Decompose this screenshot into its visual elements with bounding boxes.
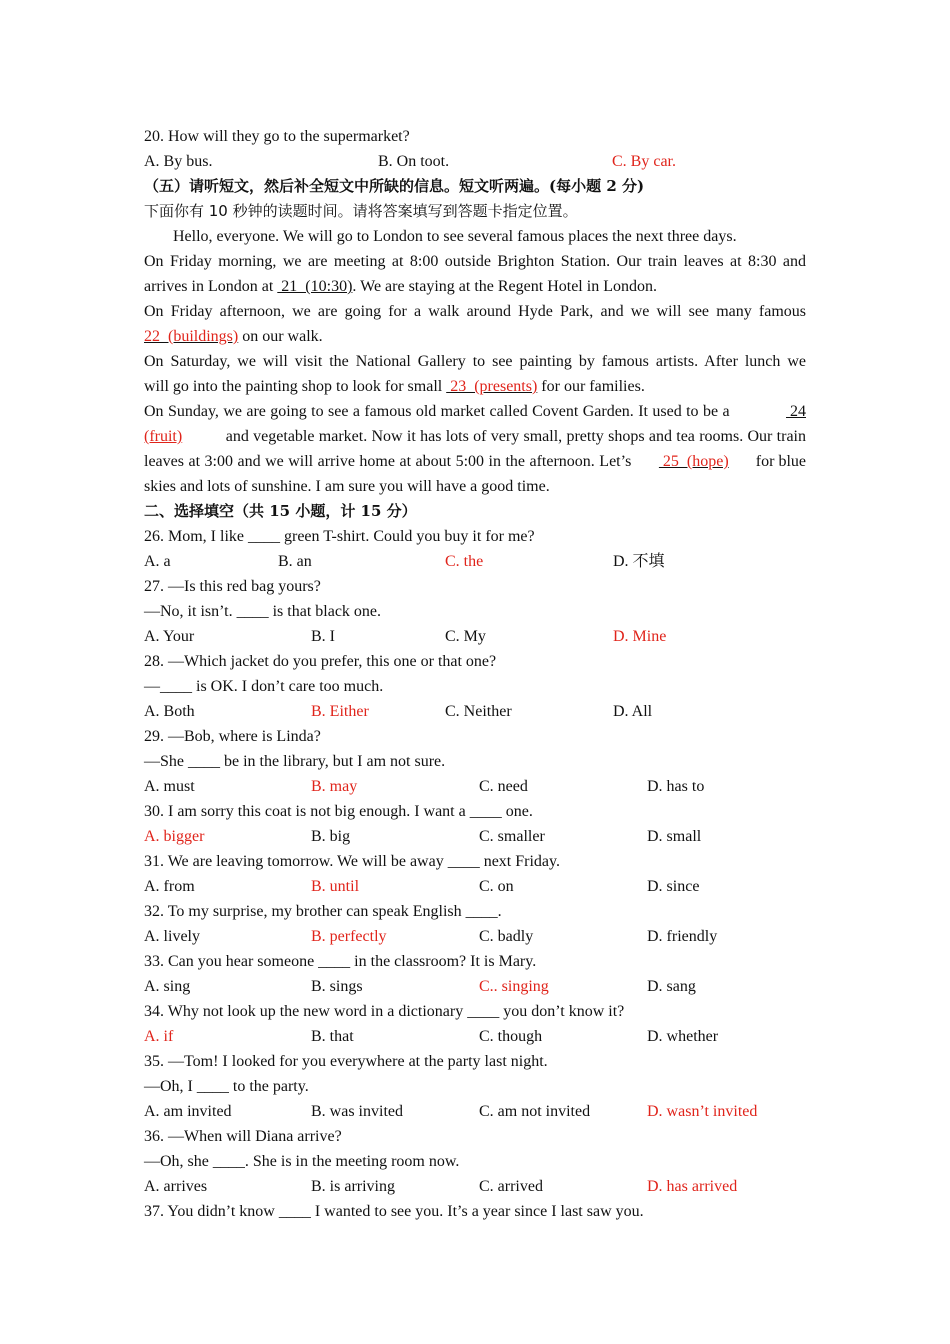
blank-21 — [277, 278, 352, 295]
text: on our walk. — [238, 328, 323, 345]
q29-line2: —She ____ be in the library, but I am not sure. — [144, 753, 446, 770]
section5-heading: （五）请听短文，然后补全短文中所缺的信息。短文听两遍。(每小题 2 分) — [144, 177, 645, 195]
q32-stem: 32. To my surprise, my brother can speak English ____. — [144, 903, 502, 920]
q28-line1: 28. —Which jacket do you prefer, this one or that one? — [144, 653, 497, 670]
text: leaves at 3:00 and we will arrive home at about 5:00 in the afternoon. Let’s — [144, 453, 636, 470]
q36-options — [144, 1174, 806, 1199]
passage-sunday-line1 — [144, 399, 806, 424]
q27-line2: —No, it isn’t. ____ is that black one. — [144, 603, 382, 620]
q30-option-a-answer: A. bigger — [144, 828, 205, 845]
passage-intro: Hello, everyone. We will go to London to see several famous places the next three days. — [173, 228, 737, 245]
q33-option-c-answer: C.. singing — [479, 978, 549, 995]
q36-option-a: A. arrives — [144, 1178, 208, 1195]
q36-option-d-answer: D. has arrived — [647, 1178, 738, 1195]
q36-line2: —Oh, she ____. She is in the meeting room now. — [144, 1153, 460, 1170]
passage-sunday-line4: skies and lots of sunshine. I am sure you will have a good time. — [144, 478, 550, 495]
passage-friday-morning-line2 — [144, 274, 806, 299]
q30-stem: 30. I am sorry this coat is not big enough. I want a ____ one. — [144, 803, 533, 820]
q30-options — [144, 824, 806, 849]
q27-line1: 27. —Is this red bag yours? — [144, 578, 321, 595]
text: will go into the painting shop to look for small — [144, 378, 447, 395]
q29-options — [144, 774, 806, 799]
q26-option-c-answer: C. the — [445, 553, 484, 570]
q33-option-a: A. sing — [144, 978, 191, 995]
q27-options — [144, 624, 806, 649]
q28-option-d: D. All — [613, 703, 653, 720]
text: for blue — [751, 453, 806, 470]
q32-option-b-answer: B. perfectly — [311, 928, 387, 945]
q35-line1: 35. —Tom! I looked for you everywhere at the party last night. — [144, 1053, 548, 1070]
passage-friday-afternoon-line1: On Friday afternoon, we are going for a walk around Hyde Park, and we will see many famous — [144, 303, 806, 320]
q34-option-d: D. whether — [647, 1028, 719, 1045]
q31-option-a: A. from — [144, 878, 195, 895]
q36-option-c: C. arrived — [479, 1178, 543, 1195]
text: arrives in London at — [144, 278, 278, 295]
text: for our families. — [537, 378, 645, 395]
q30-option-b: B. big — [311, 828, 351, 845]
blank-22 — [144, 328, 238, 345]
blank-23-answer: 23 (presents) — [446, 378, 538, 395]
q36-option-b: B. is arriving — [311, 1178, 395, 1195]
q28-option-a: A. Both — [144, 703, 195, 720]
q33-option-b: B. sings — [311, 978, 363, 995]
q26-options — [144, 549, 806, 574]
q33-options — [144, 974, 806, 999]
passage-saturday-line1: On Saturday, we will visit the National Gallery to see painting by famous artists. After lunch we — [144, 353, 806, 370]
q36-line1: 36. —When will Diana arrive? — [144, 1128, 342, 1145]
q20-stem: 20. How will they go to the supermarket? — [144, 128, 410, 145]
passage-saturday-line2 — [144, 374, 806, 399]
q31-stem: 31. We are leaving tomorrow. We will be away ____ next Friday. — [144, 853, 560, 870]
q35-option-b: B. was invited — [311, 1103, 403, 1120]
q31-option-c: C. on — [479, 878, 514, 895]
q32-option-c: C. badly — [479, 928, 534, 945]
q20-option-b: B. On toot. — [378, 153, 450, 170]
section5-instruction: 下面你有 10 秒钟的读题时间。请将答案填写到答题卡指定位置。 — [144, 202, 578, 220]
q27-option-c: C. My — [445, 628, 486, 645]
q34-option-c: C. though — [479, 1028, 543, 1045]
q20-option-c-answer: C. By car. — [612, 153, 676, 170]
q27-option-d-answer: D. Mine — [613, 628, 667, 645]
q35-options — [144, 1099, 806, 1124]
q30-option-c: C. smaller — [479, 828, 545, 845]
q33-stem: 33. Can you hear someone ____ in the classroom? It is Mary. — [144, 953, 537, 970]
q31-option-d: D. since — [647, 878, 700, 895]
q28-option-c: C. Neither — [445, 703, 512, 720]
q32-option-a: A. lively — [144, 928, 200, 945]
q35-option-c: C. am not invited — [479, 1103, 591, 1120]
q32-option-d: D. friendly — [647, 928, 718, 945]
q34-options — [144, 1024, 806, 1049]
q31-option-b-answer: B. until — [311, 878, 360, 895]
q37-stem: 37. You didn’t know ____ I wanted to see you. It’s a year since I last saw you. — [144, 1203, 644, 1220]
blank-25-answer: 25 (hope) — [658, 453, 729, 470]
q27-option-a: A. Your — [144, 628, 195, 645]
part2-heading: 二、选择填空（共 15 小题，计 15 分） — [144, 502, 417, 520]
passage-friday-afternoon-line2 — [144, 324, 806, 349]
blank-24-number: 24 — [786, 403, 806, 420]
q28-option-b-answer: B. Either — [311, 703, 369, 720]
q29-line1: 29. —Bob, where is Linda? — [144, 728, 321, 745]
blank-25 — [659, 449, 729, 474]
q32-options — [144, 924, 806, 949]
q28-options — [144, 699, 806, 724]
q34-option-a-answer: A. if — [144, 1028, 174, 1045]
q34-option-b: B. that — [311, 1028, 354, 1045]
text: . We are staying at the Regent Hotel in London. — [352, 278, 657, 295]
q26-option-d: D. 不填 — [613, 553, 665, 570]
q26-option-b: B. an — [278, 553, 312, 570]
passage-sunday-line3 — [144, 449, 806, 474]
q27-option-b: B. I — [311, 628, 335, 645]
blank-23 — [446, 378, 537, 395]
q28-line2: —____ is OK. I don’t care too much. — [144, 678, 384, 695]
q35-line2: —Oh, I ____ to the party. — [144, 1078, 309, 1095]
q35-option-a: A. am invited — [144, 1103, 232, 1120]
q29-option-d: D. has to — [647, 778, 705, 795]
blank-21-answer: 21 (10:30) — [277, 278, 353, 295]
q26-option-a: A. a — [144, 553, 171, 570]
text: On Sunday, we are going to see a famous old market called Covent Garden. It used to be a — [144, 403, 734, 420]
q20-options — [144, 149, 806, 174]
q30-option-d: D. small — [647, 828, 702, 845]
passage-sunday-line2 — [144, 424, 806, 449]
q34-stem: 34. Why not look up the new word in a dictionary ____ you don’t know it? — [144, 1003, 625, 1020]
exam-page — [144, 124, 806, 1224]
blank-24-answer: (fruit) — [144, 428, 183, 445]
passage-friday-morning-line1: On Friday morning, we are meeting at 8:00 outside Brighton Station. Our train leaves at 8:30 and — [144, 253, 806, 270]
q26-stem: 26. Mom, I like ____ green T-shirt. Could you buy it for me? — [144, 528, 535, 545]
q29-option-a: A. must — [144, 778, 195, 795]
q29-option-b-answer: B. may — [311, 778, 358, 795]
q33-option-d: D. sang — [647, 978, 696, 995]
q29-option-c: C. need — [479, 778, 528, 795]
q31-options — [144, 874, 806, 899]
q20-option-a: A. By bus. — [144, 153, 213, 170]
q35-option-d-answer: D. wasn’t invited — [647, 1103, 758, 1120]
blank-22-answer: 22 (buildings) — [144, 328, 239, 345]
text: and vegetable market. Now it has lots of very small, pretty shops and tea rooms. Our train — [221, 428, 806, 445]
